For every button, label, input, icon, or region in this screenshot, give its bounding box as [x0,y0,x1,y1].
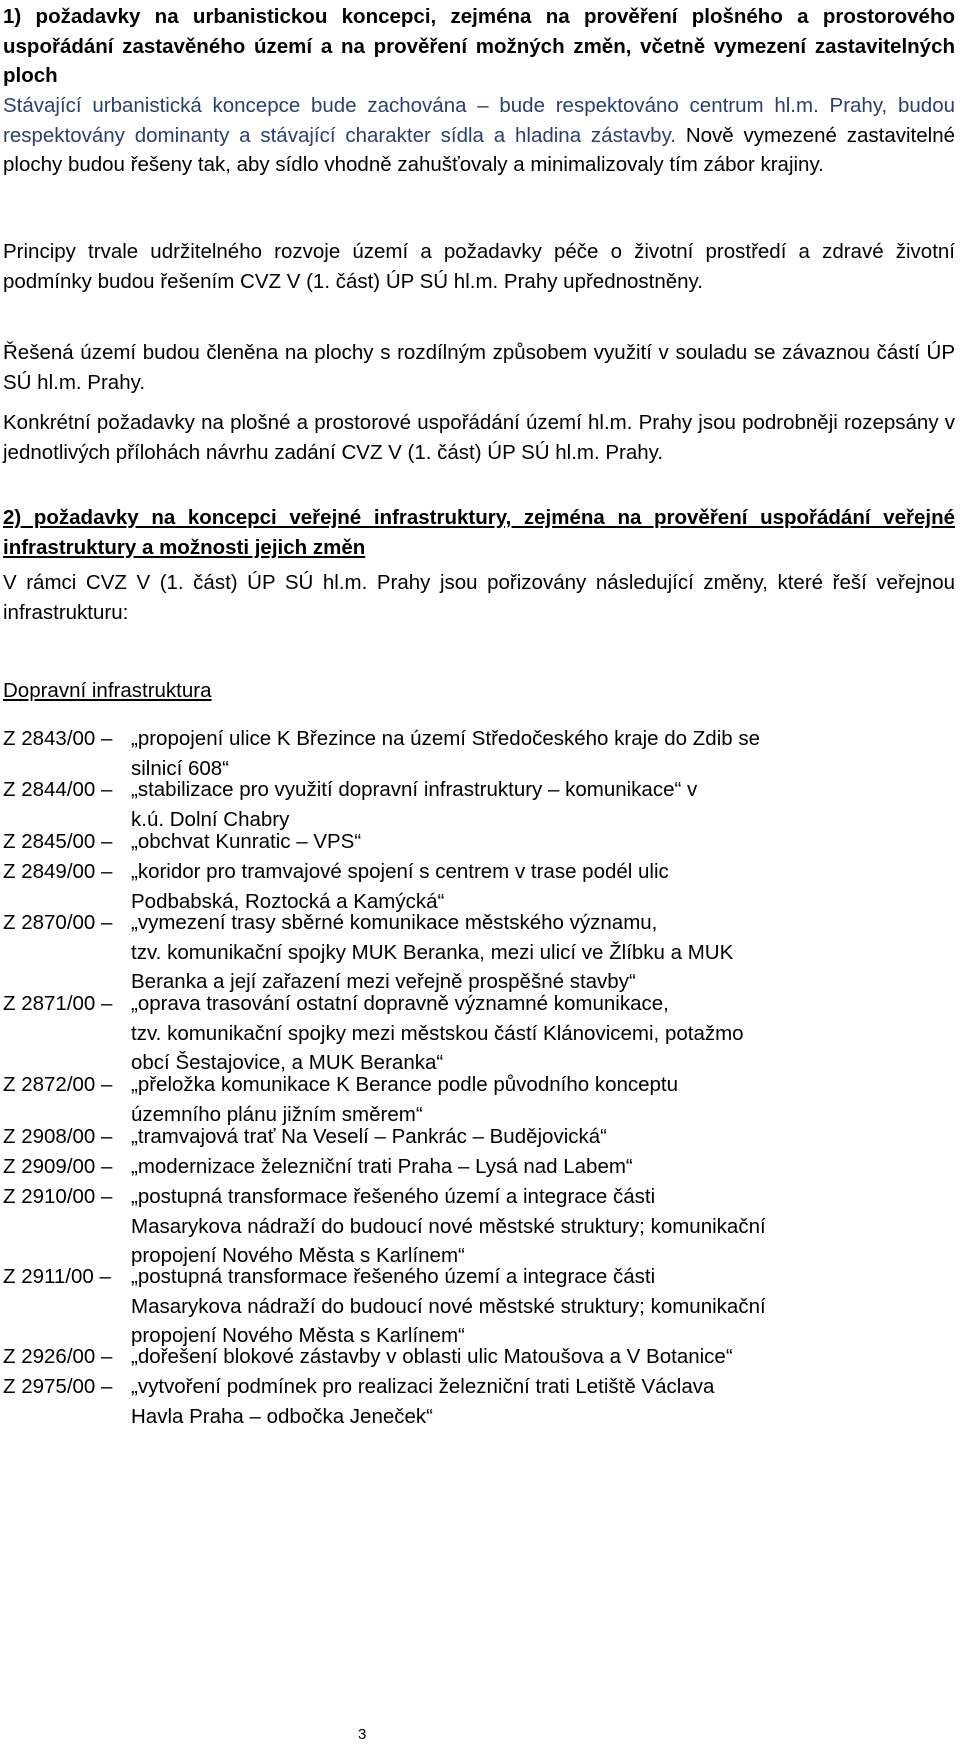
change-code: Z 2911/00 – [3,1265,111,1288]
change-description-line: k.ú. Dolní Chabry [131,807,290,831]
change-description [131,1372,821,1431]
change-description [131,1342,821,1372]
change-description-line: propojení Nového Města s Karlínem“ [131,1244,465,1267]
change-code: Z 2870/00 – [3,911,113,934]
change-description [131,1122,821,1152]
change-description-line: tzv. komunikační spojky mezi městskou částí Klánovicemi, potažmo [131,1021,744,1045]
change-code: Z 2909/00 – [3,1155,113,1178]
change-code: Z 2908/00 – [3,1125,113,1148]
change-description-line: územního plánu jižním směrem“ [131,1102,423,1126]
change-description [131,908,821,997]
section1-paragraph-1-lead: Stávající urbanistická koncepce bude zachována – bude respektováno centrum hl.m. Prahy, budou respektovány dominanty a stávající charakter sídla a hladina zástavby. [3,94,955,147]
change-description-line: Havla Praha – odbočka Jeneček“ [131,1404,433,1428]
section1-paragraph-4: Konkrétní požadavky na plošné a prostorové uspořádání území hl.m. Prahy jsou podrobněji rozepsány v jednotlivých přílohách návrhu zadání CVZ V (1. část) ÚP SÚ hl.m. Prahy. [3,411,955,464]
change-code: Z 2910/00 – [3,1185,113,1208]
section2-paragraph-1: V rámci CVZ V (1. část) ÚP SÚ hl.m. Prahy jsou pořizovány následující změny, které řeší veřejnou infrastrukturu: [3,571,955,624]
change-description [131,1182,821,1271]
section1-paragraph-1 [3,91,955,180]
change-description-line: „dořešení blokové zástavby v oblasti ulic Matoušova a V Botanice“ [131,1345,733,1368]
change-description-line: „vymezení trasy sběrné komunikace městského významu, [131,911,658,934]
section1-paragraph-1-rest: Nově vymezené zastavitelné plochy budou řešeny tak, aby sídlo vhodně zahušťovaly a minimalizovaly tím zábor krajiny. [3,123,956,176]
change-code: Z 2844/00 – [3,778,113,801]
change-code: Z 2975/00 – [3,1375,113,1398]
change-description-line: Beranka a její zařazení mezi veřejně prospěšné stavby“ [131,970,636,993]
change-description [131,1070,821,1129]
section1-heading: 1) požadavky na urbanistickou koncepci, zejména na prověření plošného a prostorového uspořádání zastavěného území a na prověření možných změn, včetně vymezení zastavitelných ploch [3,5,955,87]
change-description-line: „přeložka komunikace K Berance podle původního konceptu [131,1073,679,1096]
change-code: Z 2845/00 – [3,830,113,853]
change-description-line: Podbabská, Roztocká a Kamýcká“ [131,889,445,913]
section1-paragraph-3: Řešená území budou členěna na plochy s rozdílným způsobem využití v souladu se závaznou částí ÚP SÚ hl.m. Prahy. [3,341,955,394]
change-code: Z 2872/00 – [3,1073,113,1096]
section2-heading [3,503,955,562]
change-code: Z 2926/00 – [3,1345,113,1368]
change-description-line: „koridor pro tramvajové spojení s centrem v trase podél ulic [131,860,669,883]
change-description-line: propojení Nového Města s Karlínem“ [131,1324,465,1347]
change-code: Z 2843/00 – [3,727,113,750]
change-description-line: „propojení ulice K Březince na území Středočeského kraje do Zdib se [131,727,761,750]
change-description-line: „oprava trasování ostatní dopravně významné komunikace, [131,992,669,1015]
change-code: Z 2849/00 – [3,860,113,883]
change-description [131,1262,821,1351]
change-description-line: silnicí 608“ [131,756,229,780]
change-description [131,989,821,1078]
change-description-line: Masarykova nádraží do budoucí nové městské struktury; komunikační [131,1214,766,1238]
section1-paragraph-2: Principy trvale udržitelného rozvoje území a požadavky péče o životní prostředí a zdravé životní podmínky budou řešením CVZ V (1. část) ÚP SÚ hl.m. Prahy upřednostněny. [3,240,955,293]
change-description-line: „postupná transformace řešeného území a integrace části [131,1265,656,1288]
section2-heading-text: 2) požadavky na koncepci veřejné infrastruktury, zejména na prověření uspořádání veřejné infrastruktury a možnosti jejich změn [3,506,955,559]
change-description-line: obcí Šestajovice, a MUK Beranka“ [131,1051,444,1074]
change-description [131,775,821,834]
change-description-line: „obchvat Kunratic – VPS“ [131,830,362,853]
change-description-line: tzv. komunikační spojky MUK Beranka, mezi ulicí ve Žlíbku a MUK [131,940,734,964]
change-description-line: „modernizace železniční trati Praha – Lysá nad Labem“ [131,1155,633,1178]
change-description [131,827,821,857]
change-description [131,1152,821,1182]
subheading-dopravni-infrastruktura: Dopravní infrastruktura [3,679,212,702]
page-number: 3 [358,1726,367,1743]
change-description-line: Masarykova nádraží do budoucí nové městské struktury; komunikační [131,1294,766,1318]
change-code: Z 2871/00 – [3,992,113,1015]
change-description-line: „stabilizace pro využití dopravní infrastruktury – komunikace“ v [131,778,698,801]
change-description-line: „postupná transformace řešeného území a integrace části [131,1185,656,1208]
change-description-line: „tramvajová trať Na Veselí – Pankrác – Budějovická“ [131,1125,607,1148]
change-description-line: „vytvoření podmínek pro realizaci železniční trati Letiště Václava [131,1375,715,1398]
